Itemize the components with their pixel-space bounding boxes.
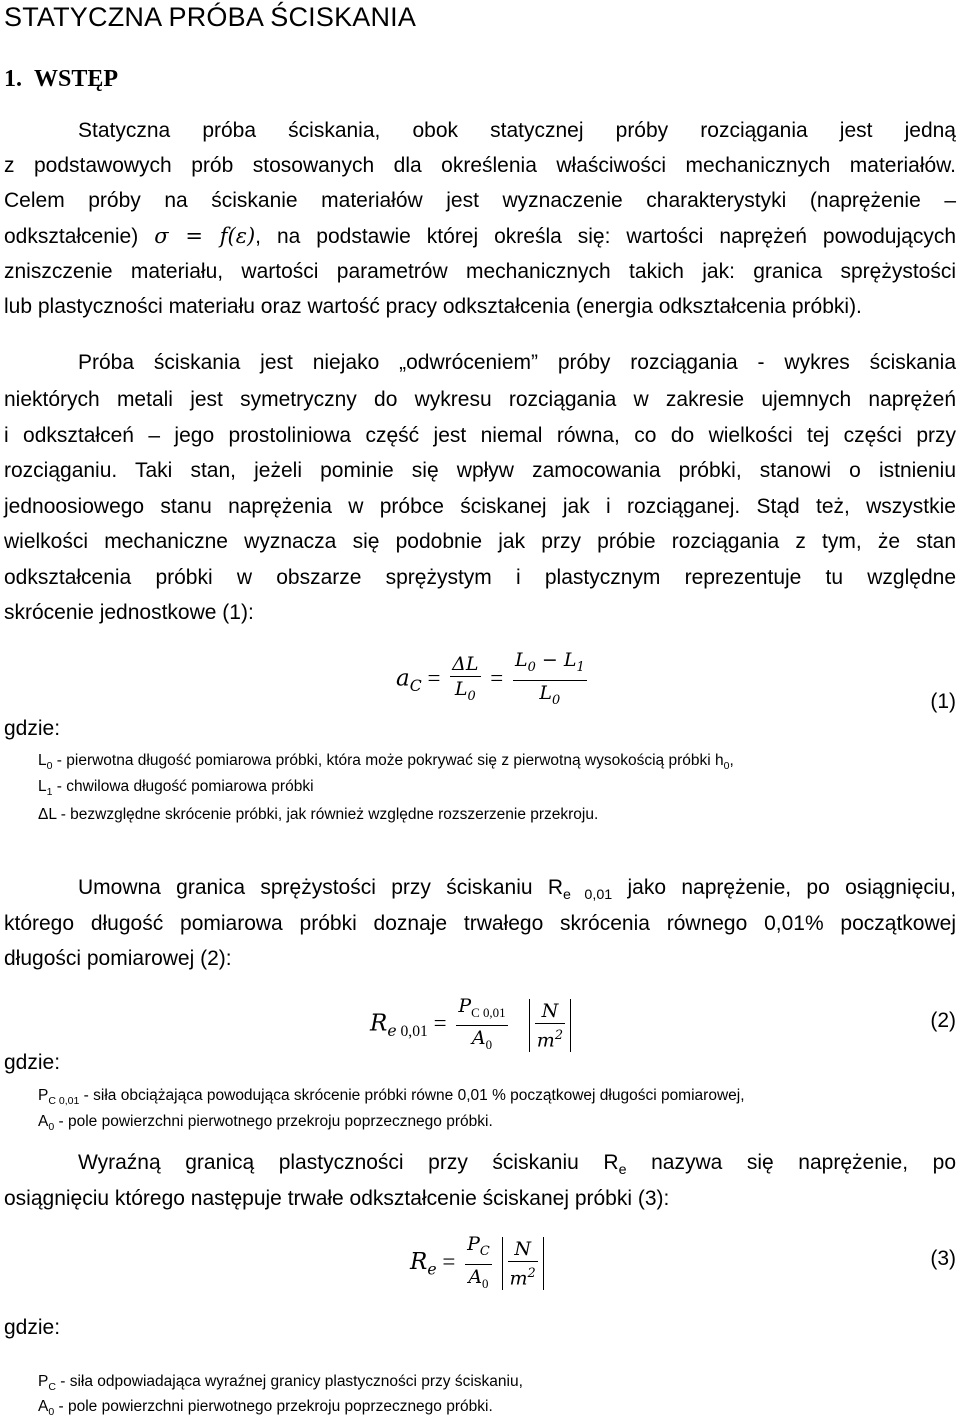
text-line: Próba ściskania jest niejako „odwróceniem” próby rozciągania - wykres ściskania	[78, 351, 956, 374]
def-subscript: 1	[46, 786, 53, 799]
def-symbol: A	[38, 1113, 49, 1130]
def-text: - bezwzględne skrócenie próbki, jak również względne rozszerzenie przekroju.	[56, 806, 599, 823]
unit-fraction	[508, 1237, 538, 1290]
eq-symbol: R	[410, 1249, 428, 1276]
fraction-numerator: N	[535, 999, 565, 1024]
def-text: - pole powierzchni pierwotnego przekroju poprzecznego próbki.	[54, 1113, 493, 1130]
text-fragment: Umowna granica sprężystości przy ściskaniu R	[78, 876, 564, 899]
fraction-numerator: N	[508, 1237, 538, 1262]
text-line: lub plastyczności materiału oraz wartość pracy odkształcenia (energia odkształcenia próbki).	[4, 295, 862, 318]
def-text: - chwilowa długość pomiarowa próbki	[52, 778, 314, 795]
eq-subscript: 0	[552, 692, 561, 708]
eq-symbol: A	[471, 1026, 486, 1049]
fraction	[465, 1232, 492, 1296]
text-line: odkształcenia próbki w obszarze sprężystym i plastycznym reprezentuje tu względne	[4, 566, 956, 589]
def-symbol: L	[38, 752, 47, 769]
fraction-numerator: ΔL	[452, 652, 479, 675]
text-line	[78, 1145, 956, 1180]
equation-number: (2)	[930, 1009, 956, 1032]
text-fragment: Wyraźną granicą plastyczności przy ściskaniu R	[78, 1151, 619, 1174]
text-line: Statyczna próba ściskania, obok statycznej próby rozciągania jest jedną	[78, 119, 956, 142]
text-line: i odkształceń – jego prostoliniowa część jest niemal równa, co do wielkości tej części przy	[4, 424, 956, 447]
fraction-numerator	[465, 1232, 492, 1265]
def-symbol: P	[38, 1087, 49, 1104]
text-line	[78, 870, 956, 905]
def-text: - siła odpowiadająca wyraźnej granicy plastyczności przy ściskaniu,	[55, 1373, 523, 1390]
section-heading: 1. WSTĘP	[4, 66, 119, 92]
def-symbol: ΔL	[38, 806, 57, 823]
def-subscript: C 0,01	[48, 1095, 80, 1108]
fraction-denominator	[535, 1024, 565, 1052]
def-subscript: 0	[46, 760, 53, 773]
equation-3: $R_e$ = $\frac{P_C}{A_0}$ $\frac{N}{m^2}$	[410, 1232, 544, 1296]
text-line: Celem próby na ściskanie materiałów jest wyznaczenie charakterystyki (naprężenie –	[4, 189, 956, 212]
eq-subscript: 0,01	[400, 1023, 428, 1041]
eq-subscript: 0	[527, 659, 536, 675]
fraction-denominator	[456, 1026, 507, 1057]
def-subscript: 0	[723, 760, 730, 773]
equation-number: (3)	[930, 1247, 956, 1270]
eq-subscript: C	[479, 1243, 490, 1259]
text-line: którego długość pomiarowa próbki doznaje trwałego skrócenia równego 0,01% początkowej	[4, 912, 956, 935]
text-line: osiągnięciu którego następuje trwałe odkształcenie ściskanej próbki (3):	[4, 1187, 670, 1210]
fraction	[513, 648, 587, 713]
def-text: - pierwotna długość pomiarowa próbki, która może pokrywać się z pierwotną wysokością próbki h	[52, 752, 724, 769]
definition-item	[38, 1394, 493, 1425]
text-line: rozciąganiu. Taki stan, jeżeli pominie się wpływ zamocowania próbki, stanowi o istnieniu	[4, 459, 956, 482]
text-line: zniszczenie materiału, wartości parametrów mechanicznych takich jak: granica sprężystości	[4, 260, 956, 283]
text-line: z podstawowych prób stosowanych dla określenia właściwości mechanicznych materiałów.	[4, 154, 956, 177]
definition-item	[38, 774, 314, 805]
gdzie-label: gdzie:	[4, 1316, 61, 1339]
eq-subscript: 0	[485, 1036, 493, 1052]
text-subscript: e 0,01	[563, 887, 613, 904]
eq-superscript: 2	[554, 1027, 564, 1043]
fraction-denominator	[450, 677, 480, 709]
eq-subscript: C	[409, 676, 422, 696]
fraction-denominator	[508, 1262, 538, 1290]
eq-symbol: P	[467, 1233, 480, 1255]
fraction-denominator	[465, 1265, 492, 1296]
eq-symbol: a	[396, 665, 410, 692]
equation-2: $R_{e 0,01}$ = $\frac{P_{C 0,01}}{A_0}$ $\frac{N}{m^2}$	[370, 994, 571, 1057]
definition-item	[38, 1109, 493, 1140]
def-symbol: L	[38, 778, 47, 795]
gdzie-label: gdzie:	[4, 717, 61, 740]
def-text: - siła obciążająca powodująca skrócenie próbki równe 0,01 % początkowej długości pomiarowej,	[79, 1087, 745, 1104]
text-subscript: e	[618, 1162, 627, 1179]
equation-1: $a_C$ = $\frac{\Delta L}{L_0}$ = $\frac{L_0 - L_1}{L_0}$	[396, 648, 591, 713]
text-line: długości pomiarowej (2):	[4, 947, 232, 970]
def-subscript: 0	[48, 1406, 55, 1419]
text-fragment: odkształcenie)	[4, 225, 139, 248]
fraction	[456, 994, 507, 1057]
stress-strain-formula: σ = f(ε)	[154, 224, 256, 248]
document-title: STATYCZNA PRÓBA ŚCISKANIA	[4, 2, 417, 32]
unit-bracket	[529, 999, 571, 1052]
eq-subscript: 1	[576, 659, 585, 675]
text-line: wielkości mechaniczne wyznacza się podobnie jak przy próbie rozciągania z tym, że stan	[4, 530, 956, 553]
eq-subscript: 0	[482, 1275, 489, 1291]
eq-superscript: 2	[527, 1266, 536, 1282]
definition-item	[38, 802, 598, 827]
eq-symbol: m	[536, 1028, 555, 1051]
text-fragment: jako naprężenie, po osiągnięciu,	[612, 876, 956, 899]
eq-subscript: e	[427, 1259, 437, 1279]
fraction	[450, 652, 480, 709]
eq-symbol: L	[515, 649, 528, 671]
text-line	[4, 219, 956, 254]
unit-bracket	[502, 1237, 544, 1290]
gdzie-label: gdzie:	[4, 1051, 61, 1074]
def-text: ,	[729, 752, 734, 769]
text-fragment: nazywa się naprężenie, po	[626, 1151, 956, 1174]
eq-subscript: C 0,01	[471, 1004, 506, 1020]
def-subscript: 0	[48, 1121, 55, 1134]
text-line: jednoosiowego stanu naprężenia w próbce ściskanej jak i rozciąganej. Stąd też, wszystkie	[4, 495, 956, 518]
eq-symbol: L	[454, 677, 468, 700]
eq-symbol: R	[370, 1010, 388, 1037]
eq-symbol: A	[468, 1265, 483, 1288]
fraction-denominator	[513, 681, 587, 713]
fraction-numerator: $L_0 - L_1$	[513, 648, 587, 681]
fraction-numerator	[456, 994, 507, 1026]
eq-symbol: P	[458, 995, 472, 1017]
text-line: niektórych metali jest symetryczny do wykresu rozciągania w zakresie ujemnych naprężeń	[4, 388, 956, 411]
eq-subscript: e	[387, 1021, 397, 1041]
def-symbol: A	[38, 1398, 49, 1415]
def-symbol: P	[38, 1373, 49, 1390]
eq-symbol: L	[563, 649, 577, 671]
equation-number: (1)	[930, 690, 956, 713]
unit-fraction	[535, 999, 565, 1052]
def-subscript: C	[48, 1381, 56, 1394]
def-text: - pole powierzchni pierwotnego przekroju poprzecznego próbki.	[54, 1398, 493, 1415]
eq-subscript: 0	[467, 688, 476, 704]
text-line: skrócenie jednostkowe (1):	[4, 601, 254, 624]
text-fragment: , na podstawie której określa się: wartości naprężeń powodujących	[255, 225, 956, 248]
eq-symbol: L	[539, 681, 553, 704]
eq-symbol: m	[509, 1267, 528, 1290]
